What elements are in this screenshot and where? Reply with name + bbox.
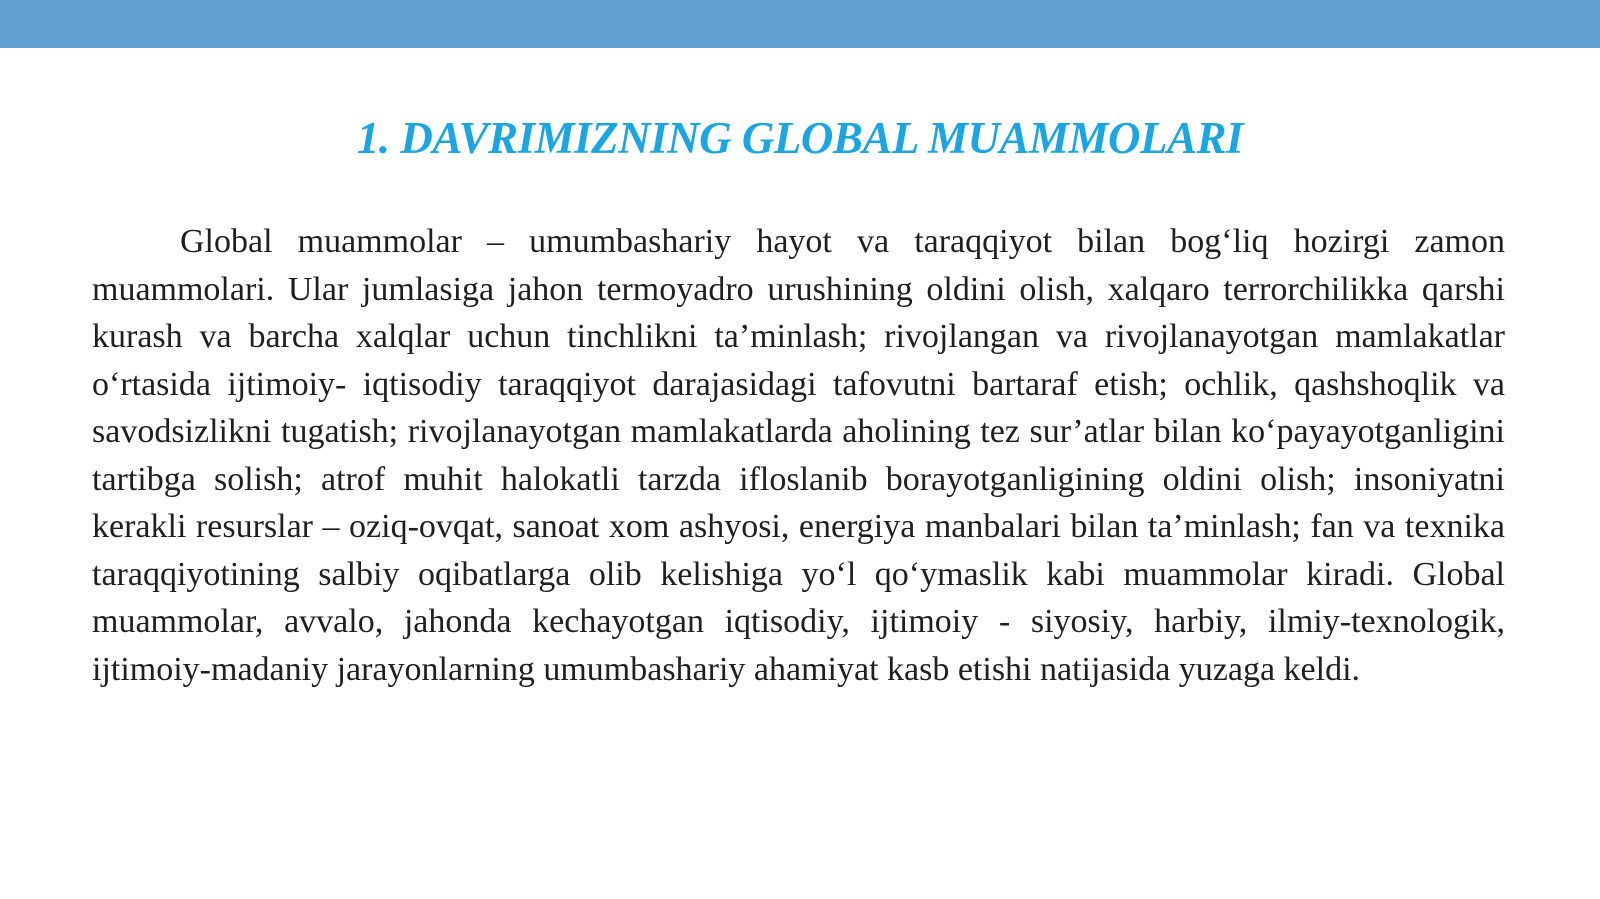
slide-body-paragraph: Global muammolar – umumbashariy hayot va taraqqiyot bilan bog‘liq hozirgi zamon muammolari. Ular jumlasiga jahon termoyadro urushining oldini olish, xalqaro terrorchilikka qarshi kurash va barcha xalqlar uchun tinchlikni ta’minlash; rivojlangan va rivojlanayotgan mamlakatlar o‘rtasida ijtimoiy- iqtisodiy taraqqiyot darajasidagi tafovutni bartaraf etish; ochlik, qashshoqlik va savodsizlikni tugatish; rivojlanayotgan mamlakatlarda aholining tez sur’atlar bilan ko‘payayotganligini tartibga solish; atrof muhit halokatli tarzda ifloslanib borayotganligining oldini olish; insoniyatni kerakli resurslar – oziq-ovqat, sanoat xom ashyosi, energiya manbalari bilan ta’minlash; fan va texnika taraqqiyotining salbiy oqibatlarga olib kelishiga yo‘l qo‘ymaslik kabi muammolar kiradi. Global muammolar, avvalo, jahonda kechayotgan iqtisodiy, ijtimoiy - siyosiy, harbiy, ilmiy-texnologik, ijtimoiy-madaniy jarayonlarning umumbashariy ahamiyat kasb etishi natijasida yuzaga keldi.	[92, 223, 1505, 688]
slide-title: 1. DAVRIMIZNING GLOBAL MUAMMOLARI	[356, 113, 1244, 163]
top-accent-bar	[0, 0, 1600, 48]
